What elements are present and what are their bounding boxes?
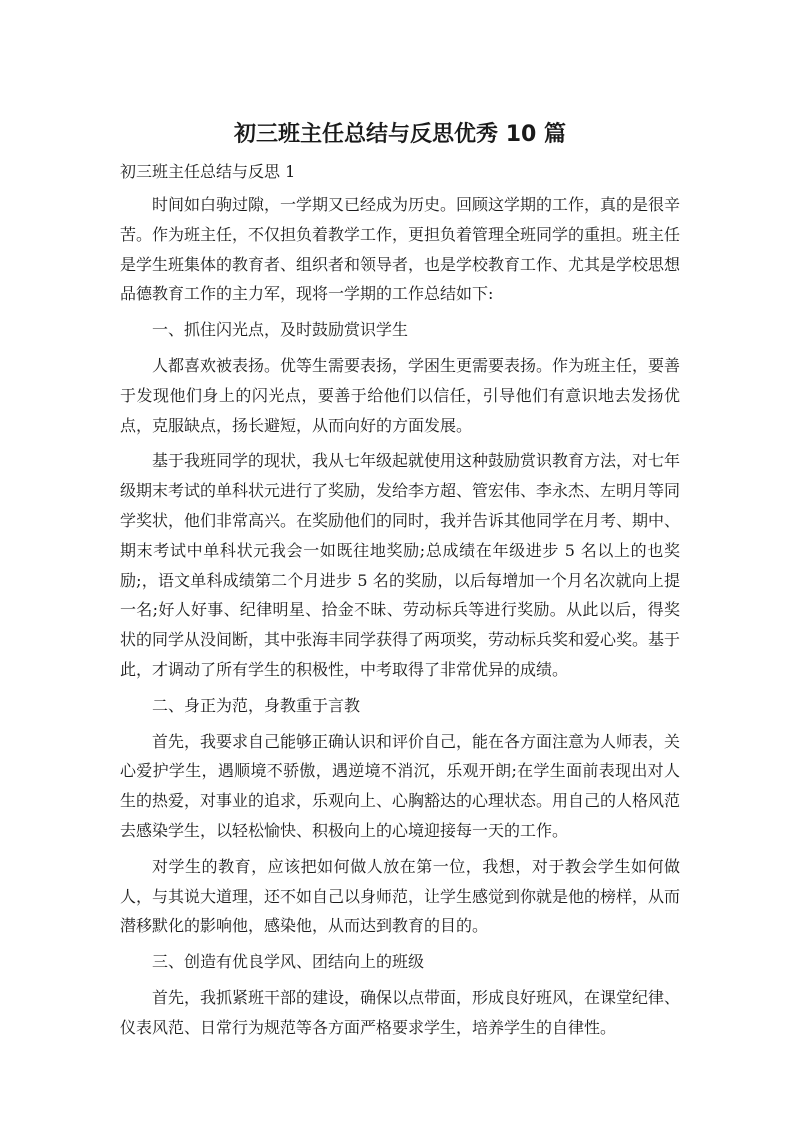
paragraph: 时间如白驹过隙，一学期又已经成为历史。回顾这学期的工作，真的是很辛苦。作为班主任，不仅担负着教学工作，更担负着管理全班同学的重担。班主任是学生班集体的教育者、组织者和领导者，也是学校教育工作、尤其是学校思想品德教育工作的主力军，现将一学期的工作总结如下:	[120, 195, 681, 304]
section-heading: 一、抓住闪光点，及时鼓励赏识学生	[152, 320, 409, 340]
paragraph: 基于我班同学的现状，我从七年级起就使用这种鼓励赏识教育方法，对七年级期末考试的单科状元进行了奖励，发给李方超、管宏伟、李永杰、左明月等同学奖状，他们非常高兴。在奖励他们的同时，我并告诉其他同学在月考、期中、期末考试中单科状元我会一如既往地奖励;总成绩在年级进步 5 名以上的也奖励;，语文单科成绩第二个月进步 5 名的奖励，以后每增加一个月名次就向上提一名;好人好事、纪律明星、拾金不昧、劳动标兵等进行奖励。从此以后，得奖状的同学从没间断，其中张海丰同学获得了两项奖，劳动标兵奖和爱心奖。基于此，才调动了所有学生的积极性，中考取得了非常优异的成绩。	[120, 451, 681, 679]
section-heading: 二、身正为范，身教重于言教	[152, 695, 361, 715]
document-title: 初三班主任总结与反思优秀 10 篇	[234, 122, 566, 147]
paragraph: 首先，我抓紧班干部的建设，确保以点带面，形成良好班风，在课堂纪律、仪表风范、日常行为规范等各方面严格要求学生，培养学生的自律性。	[120, 987, 681, 1037]
document-body	[120, 190, 680, 1043]
section-heading: 三、创造有优良学风、团结向上的班级	[152, 952, 425, 972]
section-subtitle: 初三班主任总结与反思 1	[120, 162, 296, 181]
paragraph: 人都喜欢被表扬。优等生需要表扬，学困生更需要表扬。作为班主任，要善于发现他们身上的闪光点，要善于给他们以信任，引导他们有意识地去发扬优点，克服缺点，扬长避短，从而向好的方面发展。	[120, 355, 681, 435]
paragraph: 对学生的教育，应该把如何做人放在第一位，我想，对于教会学生如何做人，与其说大道理，还不如自己以身师范，让学生感觉到你就是他的榜样，从而潜移默化的影响他，感染他，从而达到教育的目的。	[120, 856, 681, 936]
paragraph: 首先，我要求自己能够正确认识和评价自己，能在各方面注意为人师表，关心爱护学生，遇顺境不骄傲，遇逆境不消沉，乐观开朗;在学生面前表现出对人生的热爱，对事业的追求，乐观向上、心胸豁达的心理状态。用自己的人格风范去感染学生，以轻松愉快、积极向上的心境迎接每一天的工作。	[120, 731, 681, 840]
